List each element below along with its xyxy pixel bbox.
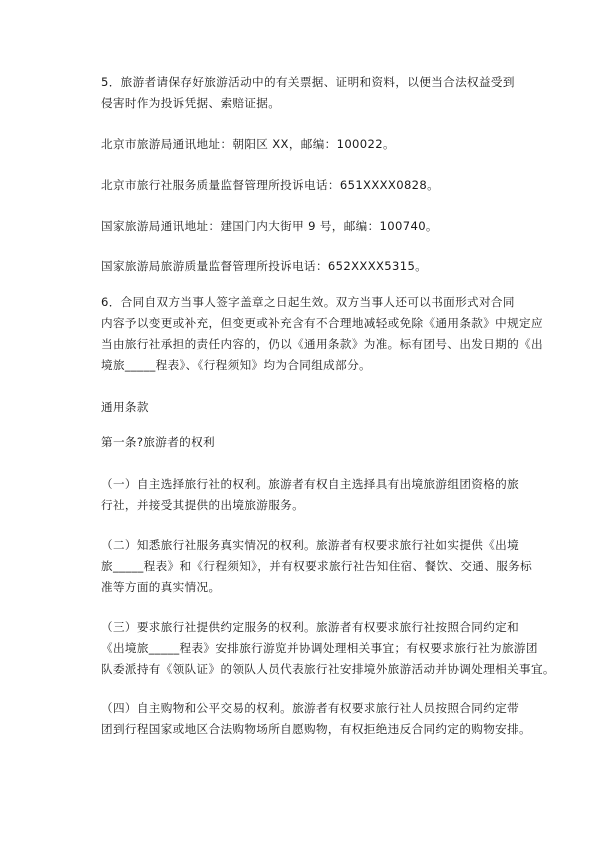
section-heading-general-terms — [78, 397, 520, 418]
heading-line: 通用条款 — [101, 400, 149, 414]
paragraph-evidence-notice — [78, 72, 520, 114]
paragraph-beijing-complaint-phone — [78, 175, 520, 196]
paragraph-national-complaint-phone — [78, 256, 520, 277]
paragraph-line: 5．旅游者请保存好旅游活动中的有关票据、证明和资料，以便当合法权益受到 — [101, 75, 515, 89]
paragraph-line: 当由旅行社承担的责任内容的，仍以《通用条款》为准。标有团号、出发日期的《出 — [101, 337, 543, 351]
paragraph-line: 境旅_____程表》、《行程须知》均为合同组成部分。 — [101, 358, 371, 372]
paragraph-line: （一）自主选择旅行社的权利。旅游者有权自主选择具有出境旅游组团资格的旅 — [101, 477, 520, 491]
paragraph-right-know-service — [78, 535, 533, 598]
paragraph-line: （四）自主购物和公平交易的权利。旅游者有权要求旅行社人员按照合同约定带 — [101, 701, 520, 715]
paragraph-line: 《出境旅_____程表》安排旅行游览并协调处理相关事宜；有权要求旅行社为旅游团 — [101, 641, 538, 655]
paragraph-line: 6．合同自双方当事人签字盖章之日起生效。双方当事人还可以书面形式对合同 — [101, 295, 515, 309]
article-heading-tourist-rights — [78, 432, 520, 453]
paragraph-line: 北京市旅游局通讯地址：朝阳区 XX，邮编：100022。 — [101, 137, 395, 151]
paragraph-line: 旅_____程表》和《行程须知》，并有权要求旅行社告知住宿、餐饮、交通、服务标 — [101, 559, 533, 573]
paragraph-right-choose-agency — [78, 474, 520, 516]
paragraph-line: 侵害时作为投诉凭据、索赔证据。 — [101, 96, 281, 110]
paragraph-line: 团到行程国家或地区合法购物场所自愿购物，有权拒绝违反合同约定的购物安排。 — [101, 722, 531, 736]
paragraph-right-shopping — [78, 698, 531, 740]
paragraph-line: 行社，并接受其提供的出境旅游服务。 — [101, 498, 305, 512]
paragraph-beijing-tourism-address — [78, 134, 520, 155]
paragraph-line: （二）知悉旅行社服务真实情况的权利。旅游者有权要求旅行社如实提供《出境 — [101, 538, 520, 552]
paragraph-line: （三）要求旅行社提供约定服务的权利。旅游者有权要求旅行社按照合同约定和 — [101, 620, 520, 634]
paragraph-national-tourism-address — [78, 216, 520, 237]
paragraph-contract-effective — [78, 292, 543, 376]
paragraph-line: 国家旅游局旅游质量监督管理所投诉电话：652XXXX5315。 — [101, 259, 428, 273]
paragraph-line: 队委派持有《领队证》的领队人员代表旅行社安排境外旅游活动并协调处理相关事宜。 — [101, 662, 555, 676]
paragraph-line: 国家旅游局通讯地址：建国门内大街甲 9 号，邮编：100740。 — [101, 219, 438, 233]
paragraph-line: 北京市旅行社服务质量监督管理所投诉电话：651XXXX0828。 — [101, 178, 440, 192]
paragraph-right-agreed-service — [78, 617, 555, 680]
heading-line: 第一条?旅游者的权利 — [101, 435, 215, 449]
paragraph-line: 内容予以变更或补充，但变更或补充含有不合理地减轻或免除《通用条款》中规定应 — [101, 316, 543, 330]
paragraph-line: 准等方面的真实情况。 — [101, 580, 221, 594]
